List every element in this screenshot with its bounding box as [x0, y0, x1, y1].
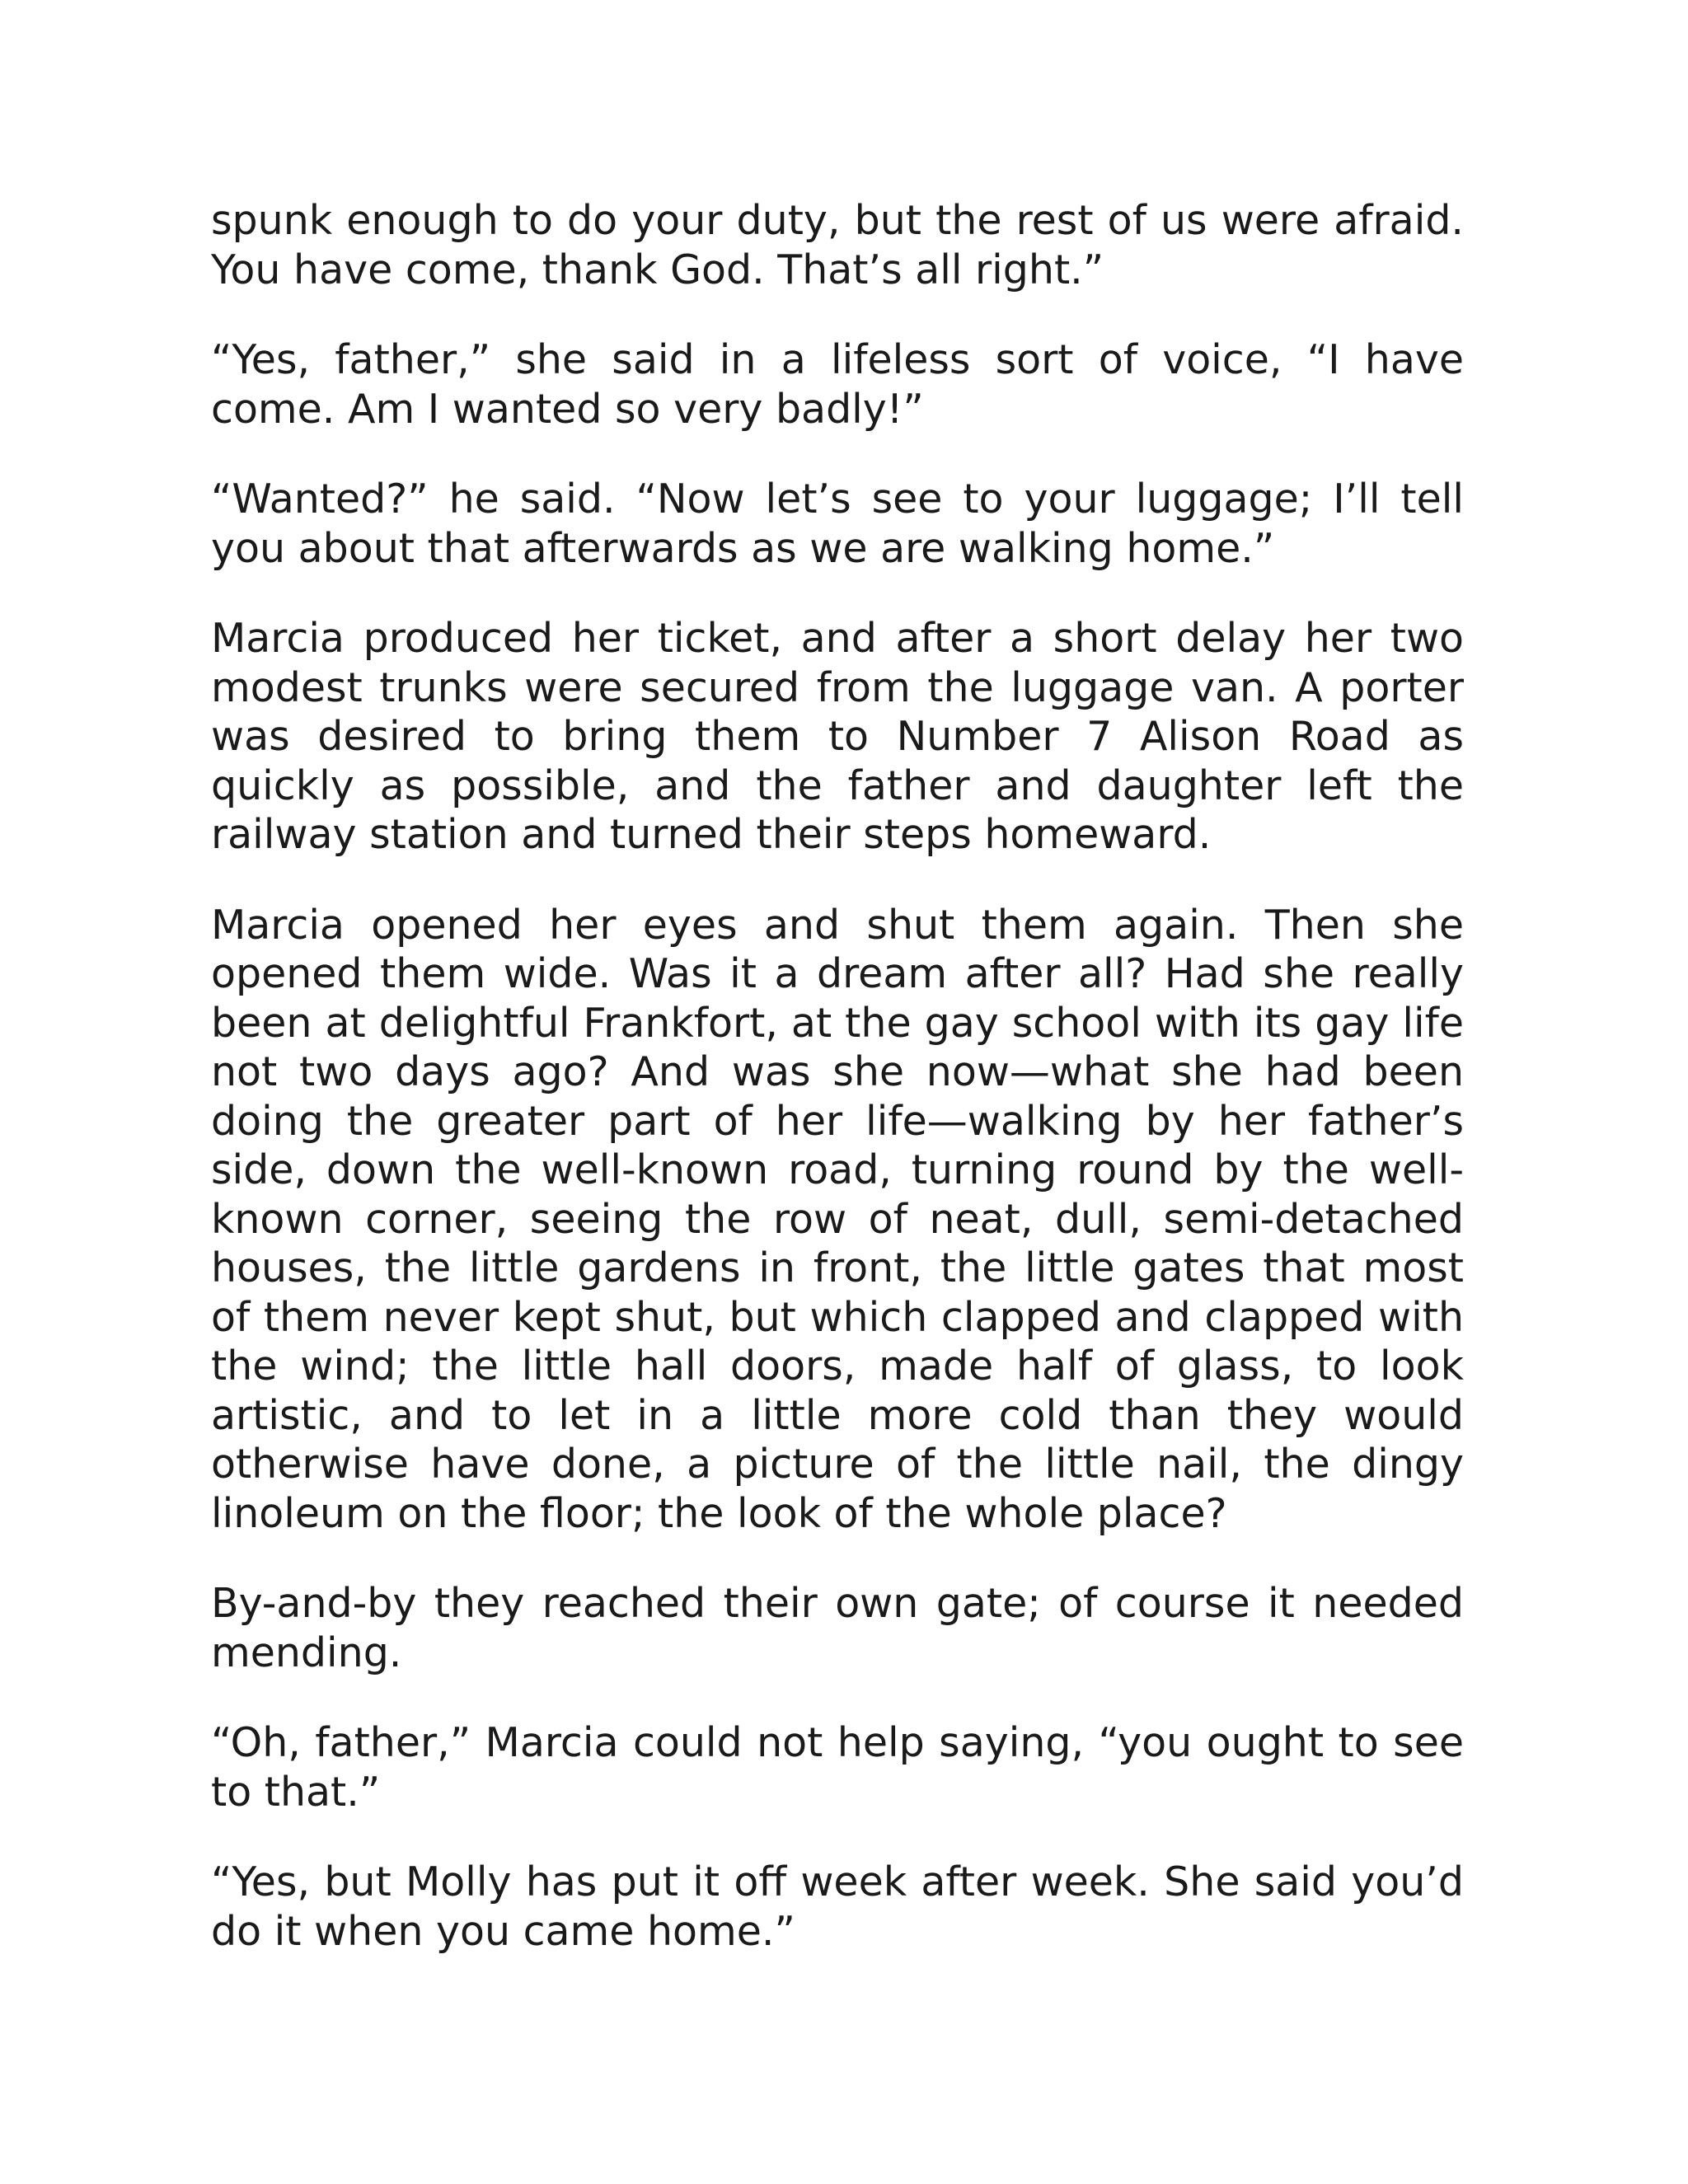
- paragraph-7: “Oh, father,” Marcia could not help saying, “you ought to see to that.”: [211, 1719, 1464, 1816]
- paragraph-2: “Yes, father,” she said in a lifeless sort of voice, “I have come. Am I wanted so very badly!”: [211, 336, 1464, 433]
- paragraph-4: Marcia produced her ticket, and after a short delay her two modest trunks were secured from the luggage van. A porter was desired to bring them to Number 7 Alison Road as quickly as possible, and the father and daughter left the railway station and turned their steps homeward.: [211, 615, 1464, 858]
- paragraph-6: By-and-by they reached their own gate; of course it needed mending.: [211, 1580, 1464, 1676]
- page-body: [211, 196, 1464, 1997]
- paragraph-5: Marcia opened her eyes and shut them again. Then she opened them wide. Was it a dream after all? Had she really been at delightful Frankfort, at the gay school with its gay life not two days ago? And was she now—what she had been doing the greater part of her life—walking by her father’s side, down the well-known road, turning round by the well-known corner, seeing the row of neat, dull, semi-detached houses, the little gardens in front, the little gates that most of them never kept shut, but which clapped and clapped with the wind; the little hall doors, made half of glass, to look artistic, and to let in a little more cold than they would otherwise have done, a picture of the little nail, the dingy linoleum on the floor; the look of the whole place?: [211, 901, 1464, 1537]
- paragraph-1: spunk enough to do your duty, but the rest of us were afraid. You have come, thank God. That’s all right.”: [211, 197, 1464, 293]
- paragraph-3: “Wanted?” he said. “Now let’s see to your luggage; I’ll tell you about that afterwards as we are walking home.”: [211, 476, 1464, 572]
- paragraph-8: “Yes, but Molly has put it off week after week. She said you’d do it when you came home.”: [211, 1858, 1464, 1955]
